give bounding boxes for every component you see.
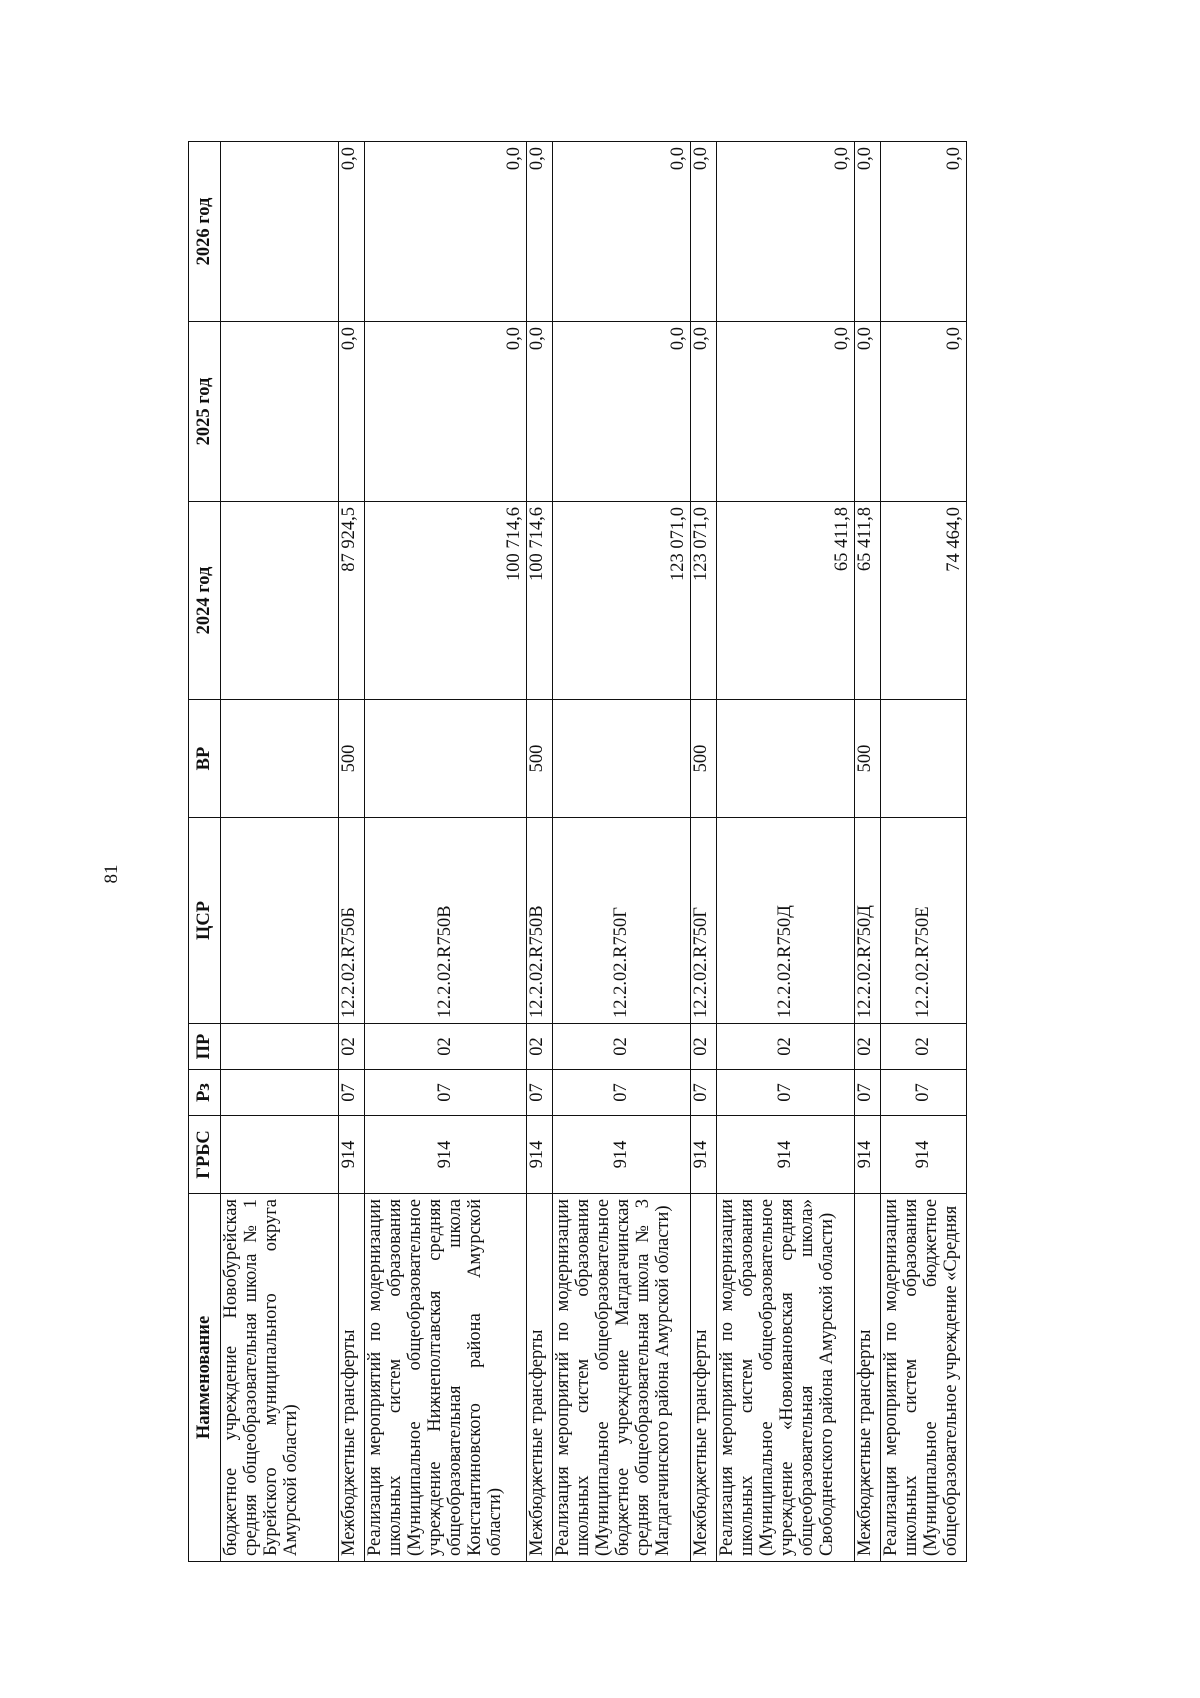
cell-rz: 07	[881, 1070, 967, 1116]
cell-rz	[221, 1070, 339, 1116]
cell-2026: 0,0	[339, 142, 365, 322]
header-pr: ПР	[189, 1024, 221, 1070]
header-csr: ЦСР	[189, 818, 221, 1024]
cell-2026: 0,0	[717, 142, 855, 322]
header-2024: 2024 год	[189, 502, 221, 700]
cell-grbs	[221, 1116, 339, 1194]
header-name: Наименование	[189, 1194, 221, 1562]
cell-grbs: 914	[527, 1116, 553, 1194]
cell-name: Реализация мероприятий по модернизации школьных систем образования (Муниципальное общеобразовательное учреждение «Новоивановская средняя общеобразовательная школа» Свободненского района Амурской области)	[717, 1194, 855, 1562]
cell-vr: 500	[339, 700, 365, 818]
cell-grbs: 914	[365, 1116, 527, 1194]
table-row	[527, 142, 553, 1562]
table-row	[717, 142, 855, 1562]
cell-vr: 500	[855, 700, 881, 818]
cell-vr: 500	[527, 700, 553, 818]
cell-2024: 74 464,0	[881, 502, 967, 700]
cell-csr: 12.2.02.R750Б	[339, 818, 365, 1024]
cell-name: Межбюджетные трансферты	[527, 1194, 553, 1562]
cell-pr: 02	[365, 1024, 527, 1070]
cell-csr: 12.2.02.R750В	[365, 818, 527, 1024]
cell-2026: 0,0	[691, 142, 717, 322]
cell-2024: 100 714,6	[527, 502, 553, 700]
cell-csr: 12.2.02.R750Г	[553, 818, 691, 1024]
cell-name: Межбюджетные трансферты	[339, 1194, 365, 1562]
header-vr: ВР	[189, 700, 221, 818]
cell-pr: 02	[553, 1024, 691, 1070]
cell-2026	[221, 142, 339, 322]
cell-2026: 0,0	[855, 142, 881, 322]
cell-2026: 0,0	[553, 142, 691, 322]
cell-pr: 02	[855, 1024, 881, 1070]
table-row	[881, 142, 967, 1562]
cell-2025: 0,0	[365, 322, 527, 502]
cell-2024: 123 071,0	[691, 502, 717, 700]
cell-2024: 100 714,6	[365, 502, 527, 700]
table-row	[553, 142, 691, 1562]
header-grbs: ГРБС	[189, 1116, 221, 1194]
cell-name: Межбюджетные трансферты	[691, 1194, 717, 1562]
cell-grbs: 914	[855, 1116, 881, 1194]
cell-vr	[221, 700, 339, 818]
cell-pr: 02	[339, 1024, 365, 1070]
cell-csr: 12.2.02.R750Д	[855, 818, 881, 1024]
cell-vr: 500	[691, 700, 717, 818]
table-row	[221, 142, 339, 1562]
cell-2025: 0,0	[691, 322, 717, 502]
header-2026: 2026 год	[189, 142, 221, 322]
cell-vr	[717, 700, 855, 818]
budget-table-container	[188, 142, 966, 1562]
header-row	[189, 142, 221, 1562]
header-2025: 2025 год	[189, 322, 221, 502]
cell-rz: 07	[553, 1070, 691, 1116]
cell-vr	[553, 700, 691, 818]
header-rz: Рз	[189, 1070, 221, 1116]
cell-rz: 07	[365, 1070, 527, 1116]
cell-csr	[221, 818, 339, 1024]
cell-2024: 65 411,8	[717, 502, 855, 700]
cell-grbs: 914	[339, 1116, 365, 1194]
cell-2026: 0,0	[881, 142, 967, 322]
cell-2024: 87 924,5	[339, 502, 365, 700]
cell-name: Реализация мероприятий по модернизации школьных систем образования (Муниципальное бюджетное общеобразовательное учреждение «Средняя	[881, 1194, 967, 1562]
cell-2025: 0,0	[881, 322, 967, 502]
cell-csr: 12.2.02.R750В	[527, 818, 553, 1024]
cell-2024: 123 071,0	[553, 502, 691, 700]
page-number: 81	[101, 864, 122, 884]
table-row	[339, 142, 365, 1562]
cell-2024: 65 411,8	[855, 502, 881, 700]
cell-2025: 0,0	[717, 322, 855, 502]
cell-name: Реализация мероприятий по модернизации школьных систем образования (Муниципальное общеобразовательное бюджетное учреждение Магдагачинская средняя общеобразовательная школа № 3 Магдагачинского района Амурской области)	[553, 1194, 691, 1562]
cell-pr: 02	[881, 1024, 967, 1070]
cell-2025: 0,0	[339, 322, 365, 502]
cell-rz: 07	[717, 1070, 855, 1116]
table-row	[691, 142, 717, 1562]
cell-vr	[365, 700, 527, 818]
cell-csr: 12.2.02.R750Е	[881, 818, 967, 1024]
table-row	[855, 142, 881, 1562]
cell-2025: 0,0	[855, 322, 881, 502]
cell-rz: 07	[339, 1070, 365, 1116]
cell-vr	[881, 700, 967, 818]
cell-2026: 0,0	[527, 142, 553, 322]
cell-pr: 02	[527, 1024, 553, 1070]
cell-2025	[221, 322, 339, 502]
cell-grbs: 914	[553, 1116, 691, 1194]
cell-pr: 02	[691, 1024, 717, 1070]
table-row	[365, 142, 527, 1562]
cell-grbs: 914	[881, 1116, 967, 1194]
cell-pr	[221, 1024, 339, 1070]
cell-2024	[221, 502, 339, 700]
cell-2025: 0,0	[527, 322, 553, 502]
budget-table	[188, 141, 967, 1562]
cell-2026: 0,0	[365, 142, 527, 322]
cell-rz: 07	[855, 1070, 881, 1116]
cell-name: Реализация мероприятий по модернизации школьных систем образования (Муниципальное общеобразовательное учреждение Нижнеполтавская средняя общеобразовательная школа Константиновского района Амурской области)	[365, 1194, 527, 1562]
cell-csr: 12.2.02.R750Г	[691, 818, 717, 1024]
cell-grbs: 914	[691, 1116, 717, 1194]
cell-rz: 07	[527, 1070, 553, 1116]
cell-name: Межбюджетные трансферты	[855, 1194, 881, 1562]
cell-grbs: 914	[717, 1116, 855, 1194]
cell-name: бюджетное учреждение Новобурейская средняя общеобразовательная школа № 1 Бурейского муниципального округа Амурской области)	[221, 1194, 339, 1562]
cell-pr: 02	[717, 1024, 855, 1070]
cell-2025: 0,0	[553, 322, 691, 502]
cell-rz: 07	[691, 1070, 717, 1116]
cell-csr: 12.2.02.R750Д	[717, 818, 855, 1024]
